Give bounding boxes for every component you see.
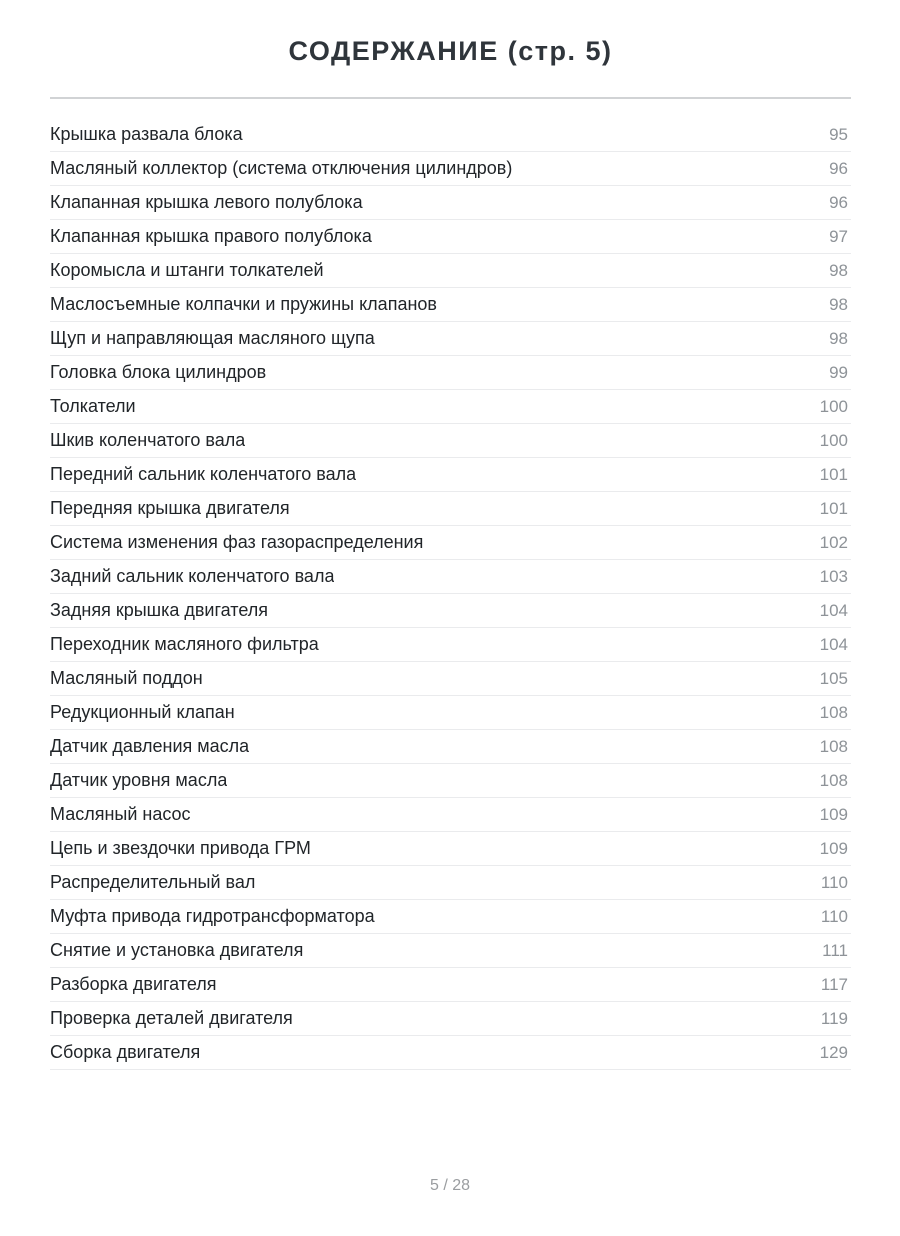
toc-row[interactable] bbox=[50, 220, 851, 254]
toc-entry-label: Крышка развала блока bbox=[50, 124, 243, 144]
content-column bbox=[50, 36, 851, 1070]
toc-entry-label: Проверка деталей двигателя bbox=[50, 1008, 293, 1028]
toc-entry-label: Коромысла и штанги толкателей bbox=[50, 260, 324, 280]
toc-row[interactable] bbox=[50, 866, 851, 900]
toc-entry-page-number: 109 bbox=[819, 804, 848, 824]
toc-entry-page-number: 108 bbox=[819, 736, 848, 756]
toc-row[interactable] bbox=[50, 458, 851, 492]
toc-entry-page-number: 98 bbox=[829, 260, 848, 280]
toc-row[interactable] bbox=[50, 662, 851, 696]
toc-entry-label: Маслосъемные колпачки и пружины клапанов bbox=[50, 294, 437, 314]
toc-entry-label: Клапанная крышка правого полублока bbox=[50, 226, 372, 246]
toc-row[interactable] bbox=[50, 424, 851, 458]
toc-entry-label: Головка блока цилиндров bbox=[50, 362, 267, 382]
toc-row[interactable] bbox=[50, 390, 851, 424]
page-title: СОДЕРЖАНИЕ (стр. 5) bbox=[288, 36, 613, 66]
toc-entry-page-number: 119 bbox=[820, 1008, 848, 1028]
toc-row[interactable] bbox=[50, 730, 851, 764]
toc-row[interactable] bbox=[50, 832, 851, 866]
document-page bbox=[0, 36, 900, 1236]
toc-row[interactable] bbox=[50, 934, 851, 968]
toc-entry-page-number: 98 bbox=[829, 328, 848, 348]
toc-entry-label: Клапанная крышка левого полублока bbox=[50, 192, 363, 212]
toc-row[interactable] bbox=[50, 696, 851, 730]
toc-row[interactable] bbox=[50, 798, 851, 832]
toc-entry-label: Щуп и направляющая масляного щупа bbox=[50, 328, 375, 348]
toc-row[interactable] bbox=[50, 594, 851, 628]
toc-row[interactable] bbox=[50, 288, 851, 322]
toc-entry-label: Масляный коллектор (система отключения цилиндров) bbox=[50, 158, 513, 178]
toc-entry-label: Задний сальник коленчатого вала bbox=[50, 566, 335, 586]
toc-entry-label: Переходник масляного фильтра bbox=[50, 634, 319, 654]
toc-entry-page-number: 109 bbox=[819, 838, 848, 858]
toc-entry-page-number: 103 bbox=[819, 566, 848, 586]
toc-row[interactable] bbox=[50, 492, 851, 526]
toc-entry-page-number: 96 bbox=[829, 158, 848, 178]
toc-list bbox=[50, 118, 851, 1070]
toc-entry-page-number: 102 bbox=[819, 532, 848, 552]
toc-entry-label: Шкив коленчатого вала bbox=[50, 430, 246, 450]
toc-row[interactable] bbox=[50, 186, 851, 220]
toc-entry-label: Датчик давления масла bbox=[50, 736, 250, 756]
toc-entry-label: Система изменения фаз газораспределения bbox=[50, 532, 424, 552]
toc-entry-label: Масляный поддон bbox=[50, 668, 203, 688]
toc-entry-label: Сборка двигателя bbox=[50, 1042, 201, 1062]
toc-entry-page-number: 104 bbox=[819, 634, 848, 654]
toc-entry-label: Снятие и установка двигателя bbox=[50, 940, 304, 960]
toc-row[interactable] bbox=[50, 254, 851, 288]
toc-row[interactable] bbox=[50, 764, 851, 798]
toc-entry-page-number: 108 bbox=[819, 770, 848, 790]
toc-entry-label: Цепь и звездочки привода ГРМ bbox=[50, 838, 311, 858]
toc-entry-page-number: 99 bbox=[829, 362, 848, 382]
toc-entry-label: Масляный насос bbox=[50, 804, 191, 824]
toc-entry-page-number: 98 bbox=[829, 294, 848, 314]
toc-entry-label: Редукционный клапан bbox=[50, 702, 235, 722]
toc-row[interactable] bbox=[50, 968, 851, 1002]
toc-entry-label: Датчик уровня масла bbox=[50, 770, 228, 790]
toc-entry-page-number: 104 bbox=[819, 600, 848, 620]
toc-row[interactable] bbox=[50, 526, 851, 560]
toc-entry-label: Разборка двигателя bbox=[50, 974, 217, 994]
toc-row[interactable] bbox=[50, 118, 851, 152]
toc-entry-page-number: 100 bbox=[819, 396, 848, 416]
toc-entry-page-number: 117 bbox=[820, 974, 848, 994]
toc-entry-page-number: 100 bbox=[819, 430, 848, 450]
toc-entry-page-number: 97 bbox=[829, 226, 848, 246]
toc-entry-page-number: 101 bbox=[819, 464, 848, 484]
toc-entry-page-number: 101 bbox=[819, 498, 848, 518]
page-indicator: 5 / 28 bbox=[429, 1177, 471, 1194]
toc-entry-page-number: 129 bbox=[819, 1042, 848, 1062]
toc-entry-label: Задняя крышка двигателя bbox=[50, 600, 268, 620]
toc-entry-page-number: 111 bbox=[822, 940, 848, 960]
toc-entry-page-number: 108 bbox=[819, 702, 848, 722]
toc-row[interactable] bbox=[50, 900, 851, 934]
toc-row[interactable] bbox=[50, 1036, 851, 1070]
toc-row[interactable] bbox=[50, 322, 851, 356]
title-divider bbox=[50, 97, 851, 99]
toc-entry-page-number: 95 bbox=[829, 124, 848, 144]
toc-entry-page-number: 110 bbox=[820, 872, 848, 892]
toc-row[interactable] bbox=[50, 356, 851, 390]
toc-entry-label: Передний сальник коленчатого вала bbox=[50, 464, 357, 484]
page-footer bbox=[0, 1177, 900, 1195]
toc-entry-page-number: 96 bbox=[829, 192, 848, 212]
toc-entry-page-number: 105 bbox=[819, 668, 848, 688]
toc-row[interactable] bbox=[50, 152, 851, 186]
toc-entry-label: Передняя крышка двигателя bbox=[50, 498, 290, 518]
toc-row[interactable] bbox=[50, 1002, 851, 1036]
toc-entry-label: Муфта привода гидротрансформатора bbox=[50, 906, 375, 926]
toc-entry-label: Распределительный вал bbox=[50, 872, 256, 892]
toc-row[interactable] bbox=[50, 560, 851, 594]
toc-row[interactable] bbox=[50, 628, 851, 662]
toc-entry-page-number: 110 bbox=[820, 906, 848, 926]
toc-entry-label: Толкатели bbox=[50, 396, 136, 416]
